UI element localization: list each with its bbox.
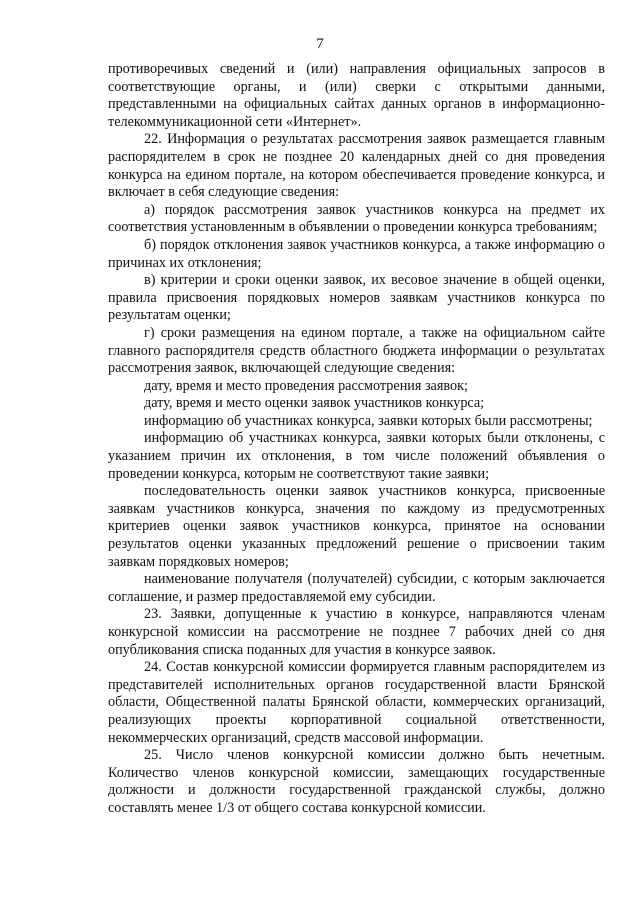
paragraph-24: 24. Состав конкурсной комиссии формируется главным распорядителем из представителей исполнительных органов государственной власти Брянской области, Общественной палаты Брянской области, коммерческих организаций, реализующих проекты корпоративной социальной ответственности, некоммерческих организаций, средств массовой информации. [108,659,605,746]
list-item-g: г) сроки размещения на едином портале, а также на официальном сайте главного распорядителя средств областного бюджета информации о результатах рассмотрения заявок, включающей следующие сведения: [108,324,605,377]
sub-item-recipient-name: наименование получателя (получателей) субсидии, с которым заключается соглашение, и размер предоставляемой ему субсидии. [108,571,605,605]
sub-item-reviewed-participants: информацию об участниках конкурса, заявки которых были рассмотрены; [144,412,593,429]
page-number: 7 [316,36,324,52]
sub-item-evaluation-date: дату, время и место оценки заявок участников конкурса; [144,395,485,412]
paragraph-23: 23. Заявки, допущенные к участию в конкурсе, направляются членам конкурсной комиссии на рассмотрение не позднее 7 рабочих дней со дня опубликования списка поданных для участия в конкурсе заявок. [108,606,605,658]
sub-item-rejected-participants: информацию об участниках конкурса, заявки которых были отклонены, с указанием причин их отклонения, в том числе положений объявления о проведении конкурса, которым не соответствуют такие заявки; [108,430,605,482]
paragraph-continuation: противоречивых сведений и (или) направления официальных запросов в соответствующие органы, и (или) сверки с открытыми данными, представленными на официальных сайтах данных органов в информационно-телекоммуникационной сети «Интернет». [108,61,605,130]
list-item-b: б) порядок отклонения заявок участников конкурса, а также информацию о причинах их отклонения; [108,236,605,271]
list-item-a: а) порядок рассмотрения заявок участников конкурса на предмет их соответствия установленным в объявлении о проведении конкурса требованиям; [108,201,605,236]
document-body [108,61,605,818]
sub-item-evaluation-sequence: последовательность оценки заявок участников конкурса, присвоенные заявкам участников конкурса, значения по каждому из предусмотренных критериев оценки заявок участников конкурса, принятое на основании результатов оценки указанных предложений решение о присвоении таким заявкам порядковых номеров; [108,483,605,570]
paragraph-22: 22. Информация о результатах рассмотрения заявок размещается главным распорядителем в срок не позднее 20 календарных дней со дня проведения конкурса на едином портале, на котором обеспечивается проведение конкурса, и включает в себя следующие сведения: [108,131,605,201]
paragraph-25: 25. Число членов конкурсной комиссии должно быть нечетным. Количество членов конкурсной комиссии, замещающих государственные должности и должности государственной гражданской службы, должно составлять менее 1/3 от общего состава конкурсной комиссии. [108,747,605,816]
list-item-v: в) критерии и сроки оценки заявок, их весовое значение в общей оценки, правила присвоения порядковых номеров заявкам участников конкурса по результатам оценки; [108,272,605,324]
sub-item-review-date: дату, время и место проведения рассмотрения заявок; [144,377,468,394]
